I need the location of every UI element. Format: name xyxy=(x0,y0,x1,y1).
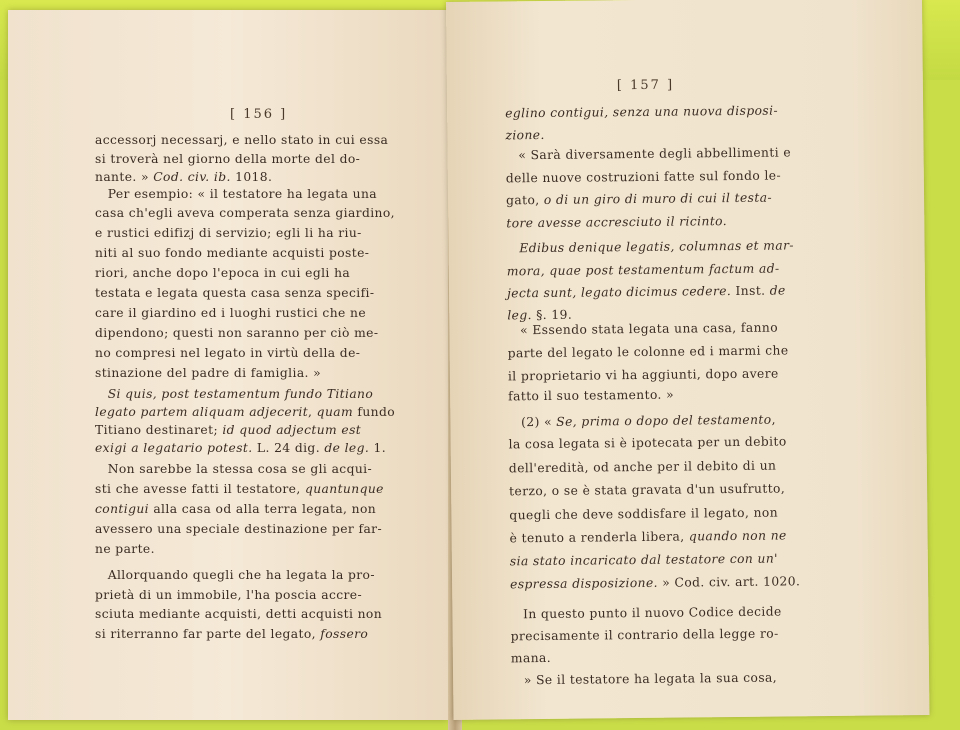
text-line xyxy=(509,459,777,476)
text: la cosa legata si è ipotecata per un debito xyxy=(508,434,787,452)
italic-text: leg. xyxy=(507,308,532,323)
text-line xyxy=(95,133,389,147)
text: accessorj necessarj, e nello stato in cui essa xyxy=(95,133,389,147)
text-line xyxy=(95,607,385,621)
text-line xyxy=(506,169,781,186)
italic-text: legato partem aliquam adjecerit xyxy=(95,405,309,419)
italic-text: Si quis, post testamentum fundo Titiano xyxy=(95,387,374,401)
italic-text: Edibus denique legatis, columnas et mar- xyxy=(506,238,794,256)
text-line xyxy=(95,187,385,201)
italic-text: mora, quae post testamentum factum ad- xyxy=(506,261,780,279)
text: testata e legata questa casa senza specifi- xyxy=(95,286,375,300)
text: e rustici edifizj di servizio; egli li ha riu- xyxy=(95,226,362,240)
text-line xyxy=(506,145,792,162)
text: care il giardino ed i luoghi rustici che ne xyxy=(95,306,366,320)
text-line xyxy=(508,388,674,404)
italic-text: jecta sunt, legato dicimus cedere. xyxy=(506,284,732,301)
italic-text: Se, prima o dopo del testamento xyxy=(556,412,772,429)
text: gato, xyxy=(506,192,544,208)
text-line xyxy=(95,170,385,184)
text-line xyxy=(505,104,778,121)
text: » Cod. civ. art. 1020. xyxy=(657,574,801,590)
text: 1018. xyxy=(230,170,273,184)
text: fatto il suo testamento. » xyxy=(508,387,675,404)
text-line xyxy=(95,441,385,455)
text: stinazione del padre di famiglia. » xyxy=(95,366,322,380)
text-line xyxy=(507,308,572,323)
text-line xyxy=(510,605,781,622)
text-line xyxy=(510,552,778,569)
italic-text: sia stato incaricato dal testatore con un' xyxy=(509,551,778,569)
text: Allorquando quegli che ha legata la pro- xyxy=(95,568,375,582)
italic-text: o di un giro di muro di cui il testa- xyxy=(543,190,773,207)
text-line xyxy=(95,306,385,320)
text: quegli che deve soddisfare il legato, non xyxy=(509,505,779,523)
text: parte del legato le colonne ed i marmi che xyxy=(507,343,789,361)
text: « Essendo stata legata una casa, fanno xyxy=(507,320,779,338)
text: sti che avesse fatti il testatore, xyxy=(95,482,305,496)
right-page xyxy=(446,0,929,720)
text: 1. xyxy=(369,441,387,455)
text: si troverà nel giorno della morte del do- xyxy=(95,152,361,166)
text-line xyxy=(95,346,385,360)
text-line xyxy=(508,367,779,384)
text-line xyxy=(506,191,772,208)
text: L. 24 dig. xyxy=(252,441,325,455)
text-line xyxy=(506,214,727,230)
text-line xyxy=(95,542,385,556)
text: avessero una speciale destinazione per far- xyxy=(95,522,383,536)
text: nante. » xyxy=(95,170,154,184)
italic-text: contigui xyxy=(95,502,150,516)
text-line xyxy=(95,522,385,536)
text-line xyxy=(511,627,779,644)
text-line xyxy=(510,574,800,591)
text-line xyxy=(95,423,385,437)
text: Per esempio: « il testatore ha legata una xyxy=(95,187,378,201)
text: si riterranno far parte del legato, xyxy=(95,627,321,641)
text: precisamente il contrario della legge ro- xyxy=(510,626,779,644)
italic-text: exigi a legatario potest. xyxy=(95,441,253,455)
text-line xyxy=(95,462,385,476)
text: dell'eredità, od anche per il debito di un xyxy=(508,458,777,476)
text-line xyxy=(95,482,385,496)
text: è tenuto a renderla libera, xyxy=(509,529,689,546)
text-line xyxy=(507,321,778,338)
text: riori, anche dopo l'epoca in cui egli ha xyxy=(95,266,351,280)
text: niti al suo fondo mediante acquisti poste- xyxy=(95,246,370,260)
text: In questo punto il nuovo Codice decide xyxy=(510,604,782,622)
text-line xyxy=(95,246,385,260)
text-line xyxy=(507,238,794,255)
text-line xyxy=(509,481,785,498)
italic-text: fossero xyxy=(320,627,369,641)
italic-text: de leg. xyxy=(324,441,370,455)
italic-text: tore avesse accresciuto il ricinto. xyxy=(506,214,728,231)
text-line xyxy=(95,326,385,340)
text-line xyxy=(505,128,544,142)
text: mana. xyxy=(510,650,552,666)
text-line xyxy=(95,206,395,220)
text-line xyxy=(507,283,786,300)
text-line xyxy=(95,286,385,300)
text-line xyxy=(95,568,385,582)
left-page xyxy=(8,10,448,720)
text: casa ch'egli aveva comperata senza giardino, xyxy=(95,206,395,220)
text-line xyxy=(95,366,385,380)
text: « Sarà diversamente degli abbellimenti e xyxy=(505,145,792,163)
text-line xyxy=(508,413,776,430)
page-number: [ 156 ] xyxy=(230,107,288,122)
text-line xyxy=(95,502,385,516)
text-line xyxy=(508,343,789,360)
text: » Se il testatore ha legata la sua cosa, xyxy=(511,670,778,688)
text-line xyxy=(507,262,780,279)
text-line xyxy=(510,528,787,545)
text-line xyxy=(95,152,385,166)
text: prietà di un immobile, l'ha poscia accre- xyxy=(95,588,363,602)
text-line xyxy=(511,671,777,688)
italic-text: quantunque xyxy=(304,482,384,496)
text: , xyxy=(308,405,317,419)
text-line xyxy=(95,627,385,641)
italic-text: Cod. civ. ib. xyxy=(153,170,231,184)
text: (2) « xyxy=(508,414,557,430)
text: Inst. xyxy=(731,283,770,299)
text: ne parte. xyxy=(95,542,155,556)
text-line xyxy=(95,226,385,240)
italic-text: quam xyxy=(316,405,354,419)
text: Non sarebbe la stessa cosa se gli acqui- xyxy=(95,462,373,476)
text: delle nuove costruzioni fatte sul fondo le- xyxy=(505,168,782,186)
italic-text: zione. xyxy=(505,127,545,143)
page-number: [ 157 ] xyxy=(616,77,675,94)
text: sciuta mediante acquisti, detti acquisti non xyxy=(95,607,383,621)
text: dipendono; questi non saranno per ciò me- xyxy=(95,326,379,340)
text-line xyxy=(509,434,787,451)
italic-text: id quod adjectum est xyxy=(222,423,362,437)
text-line xyxy=(95,405,396,419)
text-line xyxy=(95,266,385,280)
italic-text: quando non ne xyxy=(688,528,787,544)
text: il proprietario vi ha aggiunti, dopo avere xyxy=(507,366,779,384)
text-line xyxy=(509,506,778,523)
text: §. 19. xyxy=(531,307,573,323)
text: terzo, o se è stata gravata d'un usufrutto, xyxy=(509,481,786,499)
text: , xyxy=(771,412,776,427)
text-line xyxy=(95,588,385,602)
text: no compresi nel legato in virtù della de- xyxy=(95,346,361,360)
italic-text: eglino contigui, senza una nuova disposi- xyxy=(505,103,779,121)
italic-text: espressa disposizione. xyxy=(510,575,659,592)
text-line xyxy=(511,651,551,665)
text: Titiano destinaret; xyxy=(95,423,223,437)
text: fundo xyxy=(353,405,396,419)
italic-text: de xyxy=(769,283,786,298)
text: alla casa od alla terra legata, non xyxy=(149,502,377,516)
text-line xyxy=(95,387,385,401)
